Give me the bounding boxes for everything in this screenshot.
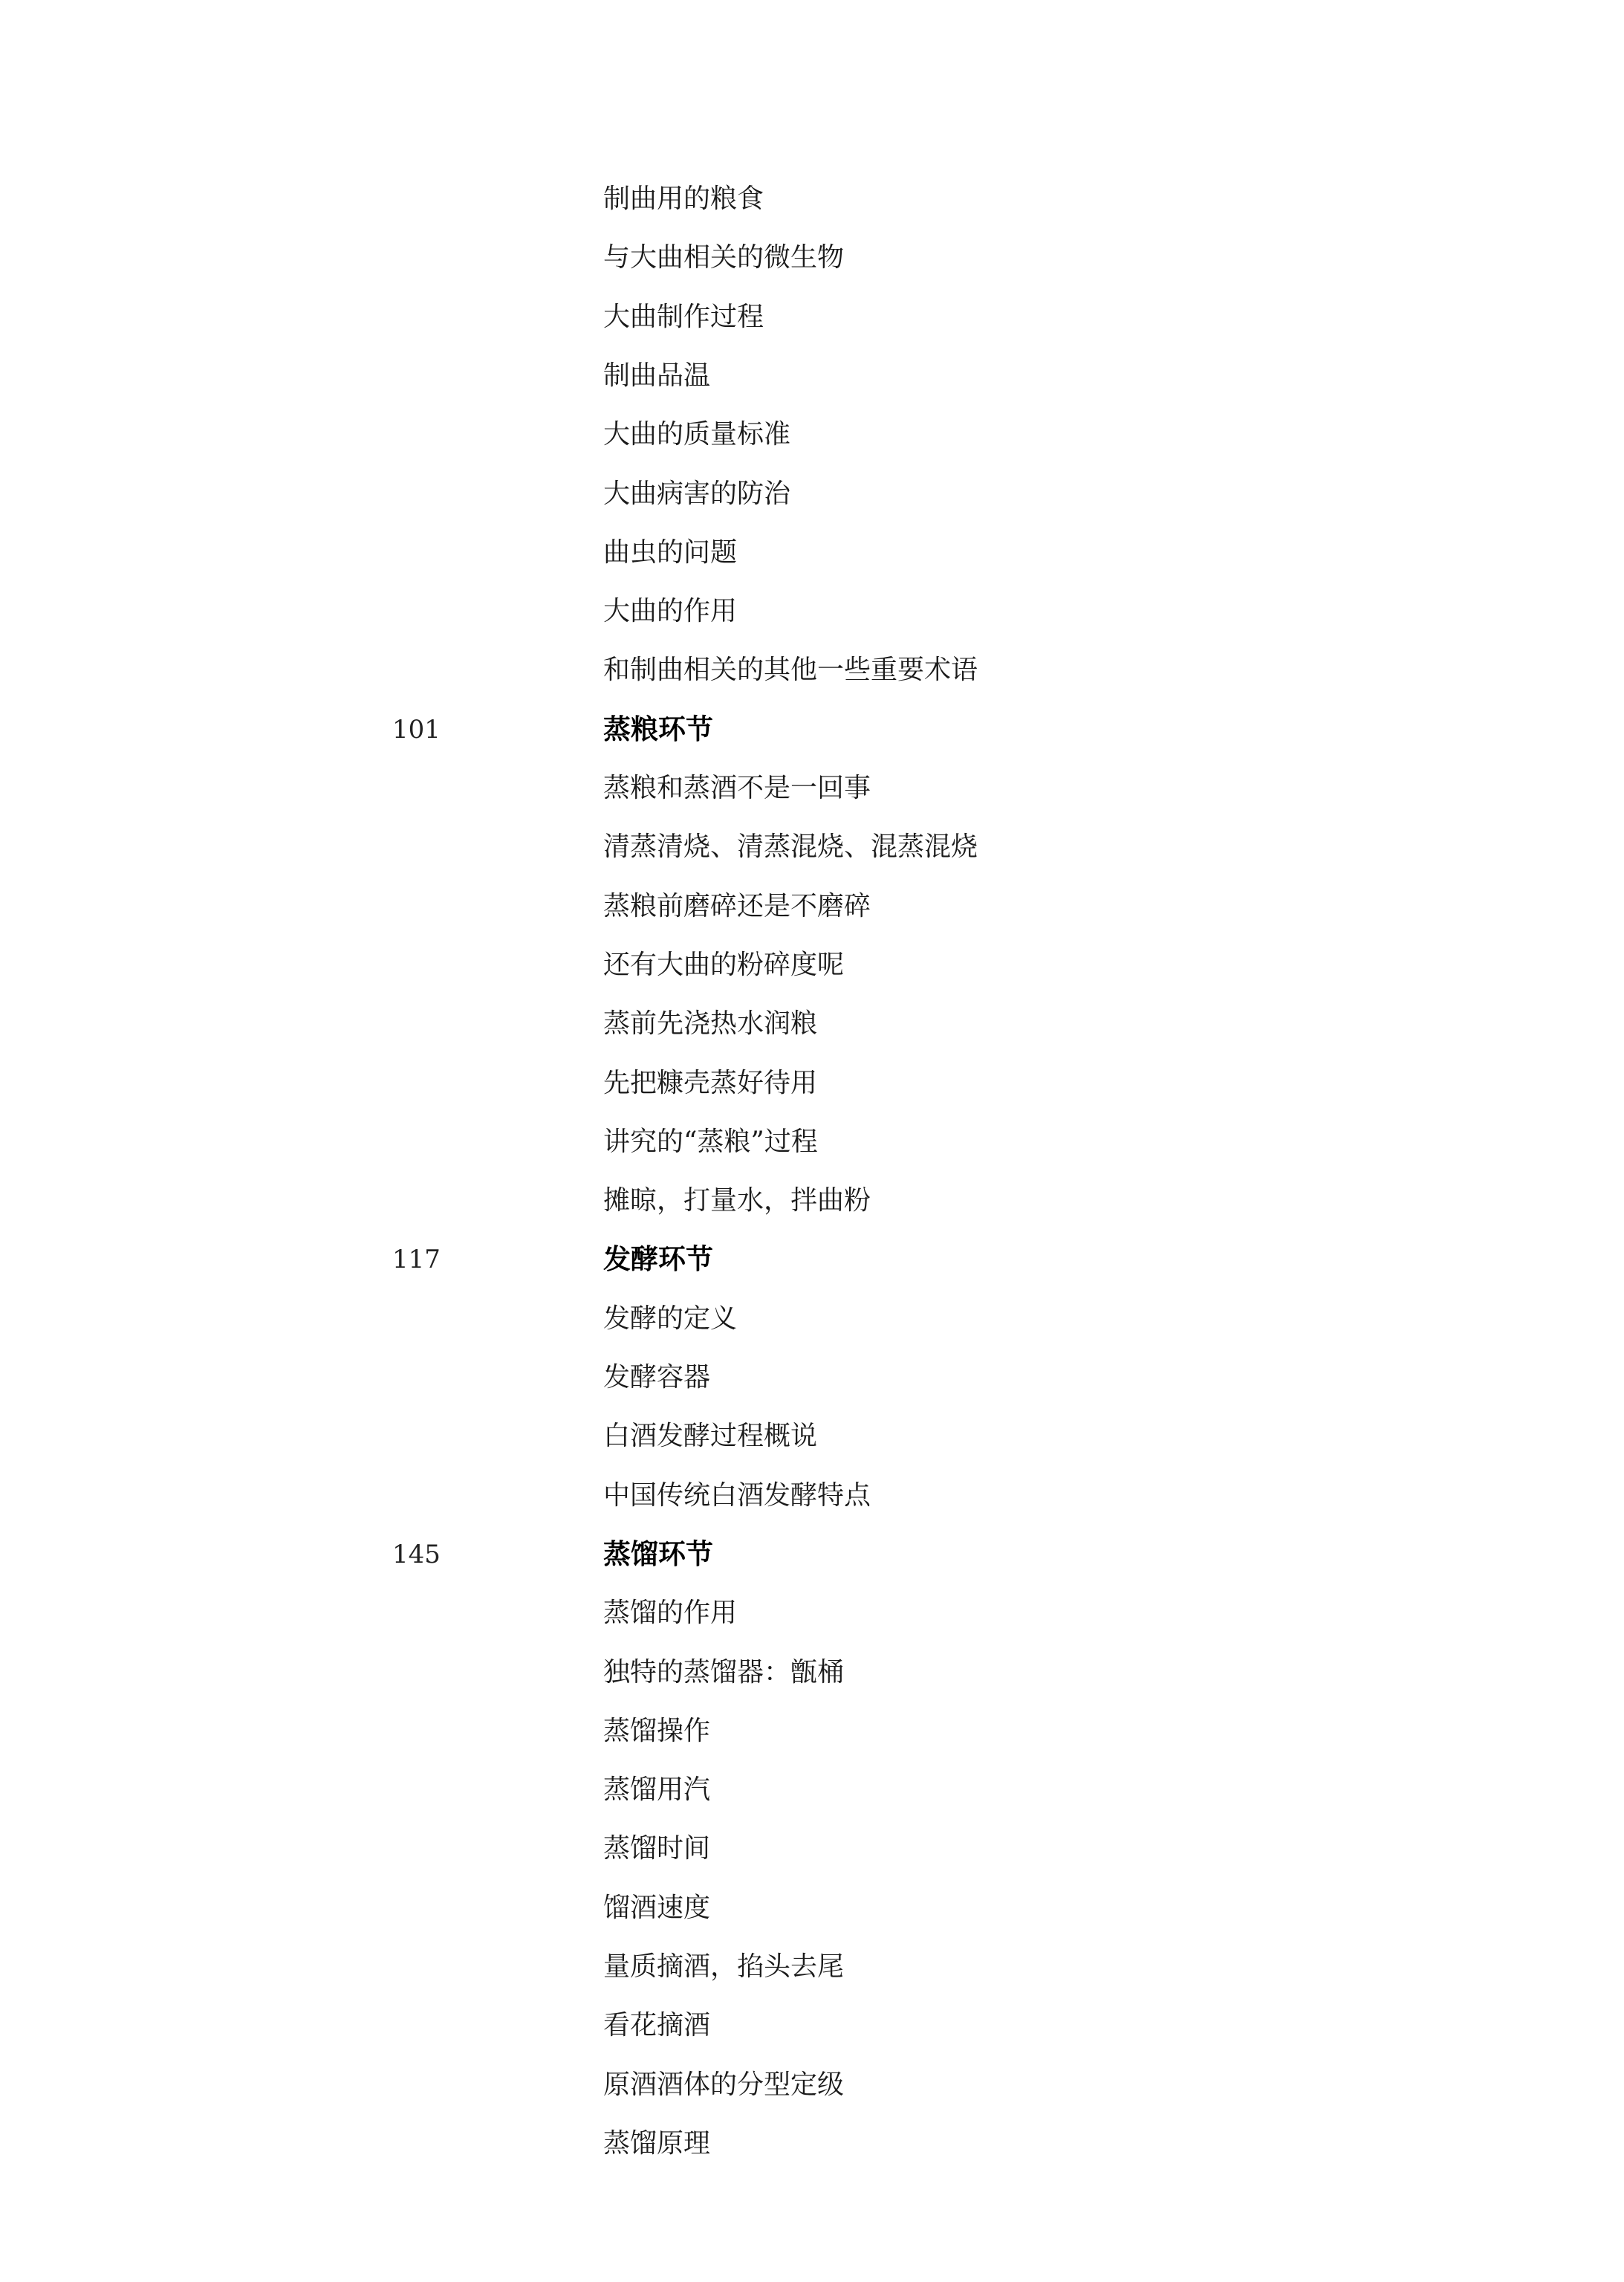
toc-entry-row <box>0 589 1624 634</box>
toc-entry-title: 制曲品温 <box>603 360 711 391</box>
toc-entry-row <box>0 412 1624 457</box>
toc-entry-title: 中国传统白酒发酵特点 <box>603 1480 871 1511</box>
toc-entry-title: 先把糠壳蒸好待用 <box>603 1068 818 1098</box>
toc-entry-row <box>0 354 1624 398</box>
toc-entry-row <box>0 2003 1624 2048</box>
toc-section-row <box>0 1532 1624 1577</box>
toc-entry-title: 看花摘酒 <box>603 2010 711 2040</box>
toc-entry-title: 发酵的定义 <box>603 1303 738 1334</box>
toc-section-row <box>0 1237 1624 1282</box>
toc-entry-title: 蒸粮和蒸酒不是一回事 <box>603 773 871 803</box>
toc-entry-title: 大曲制作过程 <box>603 302 764 332</box>
toc-entry-title: 和制曲相关的其他一些重要术语 <box>603 655 978 685</box>
toc-entry-title: 制曲用的粮食 <box>603 184 764 214</box>
toc-entry-row <box>0 531 1624 575</box>
toc-entry-title: 大曲的作用 <box>603 596 738 626</box>
toc-page-number: 117 <box>392 1245 441 1274</box>
toc-entry-row <box>0 1826 1624 1871</box>
toc-entry-row <box>0 2121 1624 2166</box>
toc-entry-row <box>0 1120 1624 1164</box>
toc-entry-row <box>0 884 1624 929</box>
toc-entry-row <box>0 943 1624 988</box>
toc-entry-row <box>0 1650 1624 1695</box>
toc-entry-row <box>0 236 1624 280</box>
toc-section-title: 蒸粮环节 <box>603 713 713 745</box>
toc-entry-title: 清蒸清烧、清蒸混烧、混蒸混烧 <box>603 832 978 862</box>
toc-entry-title: 讲究的“蒸粮”过程 <box>603 1127 818 1157</box>
toc-entry-title: 独特的蒸馏器：甑桶 <box>603 1657 845 1688</box>
toc-section-row <box>0 707 1624 752</box>
toc-entry-row <box>0 177 1624 221</box>
toc-entry-row <box>0 1709 1624 1754</box>
toc-entry-title: 蒸馏原理 <box>603 2128 711 2159</box>
toc-entry-title: 曲虫的问题 <box>603 537 738 568</box>
toc-entry-row <box>0 295 1624 340</box>
toc-entry-row <box>0 2063 1624 2107</box>
toc-entry-title: 与大曲相关的微生物 <box>603 242 845 273</box>
toc-entry-row <box>0 825 1624 869</box>
toc-entry-row <box>0 1297 1624 1341</box>
toc-entry-row <box>0 1061 1624 1106</box>
toc-entry-title: 大曲的质量标准 <box>603 419 791 450</box>
toc-entry-row <box>0 648 1624 693</box>
toc-entry-row <box>0 1474 1624 1518</box>
toc-entry-row <box>0 1886 1624 1931</box>
toc-section-title: 发酵环节 <box>603 1243 713 1275</box>
toc-entry-title: 蒸馏用汽 <box>603 1774 711 1805</box>
toc-entry-title: 白酒发酵过程概说 <box>603 1421 818 1451</box>
toc-section-title: 蒸馏环节 <box>603 1538 713 1570</box>
toc-entry-title: 蒸馏的作用 <box>603 1598 738 1628</box>
toc-entry-row <box>0 1945 1624 1989</box>
toc-entry-title: 蒸前先浇热水润粮 <box>603 1008 818 1039</box>
toc-entry-title: 蒸粮前磨碎还是不磨碎 <box>603 891 871 921</box>
toc-entry-row <box>0 766 1624 811</box>
toc-entry-row <box>0 1414 1624 1459</box>
toc-entry-title: 蒸馏时间 <box>603 1833 711 1864</box>
toc-entry-row <box>0 1179 1624 1223</box>
toc-entry-row <box>0 1355 1624 1400</box>
toc-entry-title: 原酒酒体的分型定级 <box>603 2069 845 2100</box>
toc-entry-title: 摊晾，打量水，拌曲粉 <box>603 1185 871 1216</box>
toc-entry-row <box>0 1591 1624 1636</box>
toc-page-number: 101 <box>392 715 441 745</box>
toc-entry-title: 发酵容器 <box>603 1362 711 1393</box>
toc-entry-row <box>0 472 1624 516</box>
toc-page-number: 145 <box>392 1540 441 1569</box>
toc-entry-title: 蒸馏操作 <box>603 1716 711 1746</box>
toc-entry-title: 量质摘酒，掐头去尾 <box>603 1951 845 1982</box>
toc-entry-row <box>0 1768 1624 1812</box>
toc-entry-title: 还有大曲的粉碎度呢 <box>603 950 845 980</box>
toc-entry-title: 馏酒速度 <box>603 1893 711 1923</box>
toc-entry-title: 大曲病害的防治 <box>603 479 791 509</box>
toc-entry-row <box>0 1002 1624 1046</box>
